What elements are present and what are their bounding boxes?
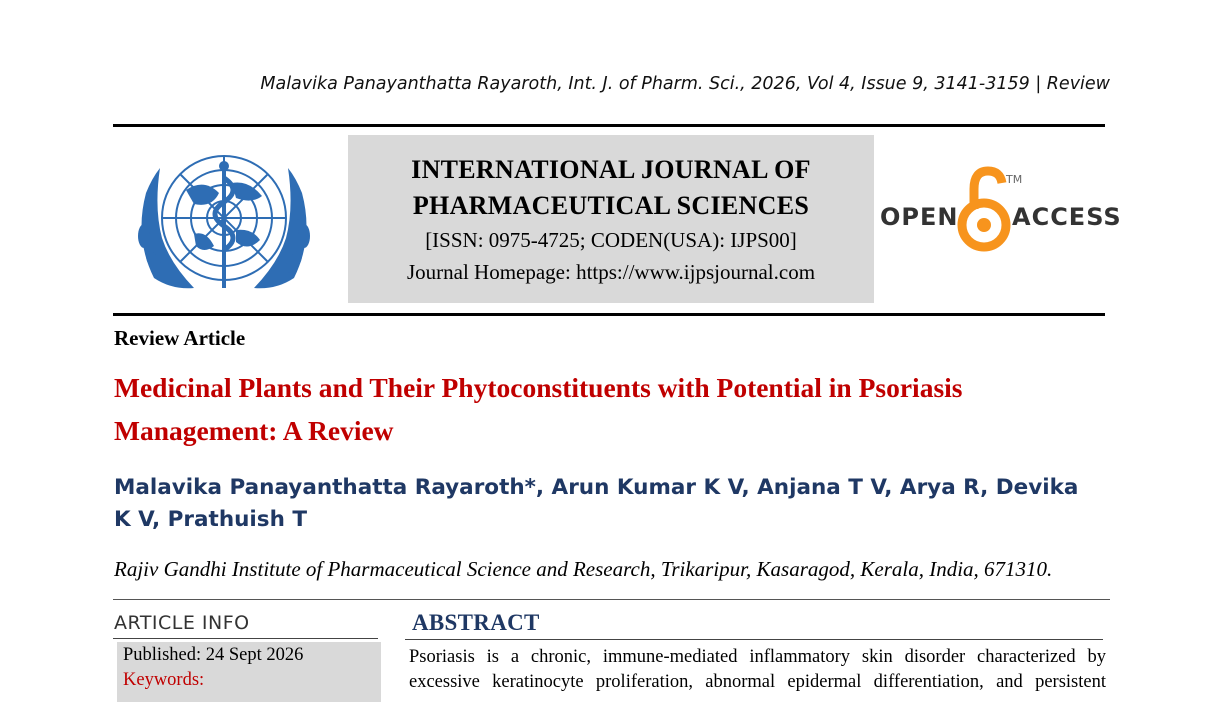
- keywords-label: Keywords:: [123, 670, 205, 690]
- article-info-heading: ARTICLE INFO: [114, 612, 250, 634]
- abstract-rule: [405, 639, 1103, 640]
- author-list: [114, 472, 1114, 536]
- abstract-line-2: excessive keratinocyte proliferation, abnormal epidermal differentiation, and persistent: [409, 672, 1106, 692]
- open-access-open-text: OPEN: [880, 203, 959, 231]
- author-affiliation: Rajiv Gandhi Institute of Pharmaceutical Science and Research, Trikaripur, Kasaragod, Kerala, India, 671310.: [114, 557, 1053, 581]
- header-rule-bottom: [113, 313, 1105, 316]
- journal-homepage: Journal Homepage: https://www.ijpsjournal.com: [406, 260, 816, 284]
- header-rule-top: [113, 124, 1105, 127]
- running-header-citation: Malavika Panayanthatta Rayaroth, Int. J. of Pharm. Sci., 2026, Vol 4, Issue 9, 3141-3159 | Review: [260, 74, 1110, 94]
- author-list-line-2: K V, Prathuish T: [114, 507, 308, 532]
- journal-title: [348, 152, 874, 224]
- journal-title-line-2: PHARMACEUTICAL SCIENCES: [412, 191, 810, 220]
- open-lock-icon: [962, 171, 1006, 247]
- published-date: Published: 24 Sept 2026: [123, 645, 304, 665]
- article-info-box: [117, 642, 381, 702]
- article-title: [114, 366, 1114, 452]
- affiliation-rule: [113, 599, 1110, 600]
- journal-issn: [ISSN: 0975-4725; CODEN(USA): IJPS00]: [425, 228, 797, 252]
- article-title-line-2: Management: A Review: [114, 415, 394, 446]
- journal-info-box: [348, 135, 874, 303]
- abstract-heading: ABSTRACT: [412, 610, 540, 635]
- article-type-label: Review Article: [114, 326, 246, 350]
- author-list-line-1: Malavika Panayanthatta Rayaroth*, Arun Kumar K V, Anjana T V, Arya R, Devika: [114, 475, 1079, 500]
- abstract-text: [409, 645, 1106, 695]
- open-access-access-text: ACCESS: [1012, 203, 1122, 231]
- un-emblem-icon: [124, 138, 324, 308]
- open-access-tm-text: TM: [1006, 173, 1023, 186]
- article-info-rule: [113, 638, 378, 639]
- article-title-line-1: Medicinal Plants and Their Phytoconstituents with Potential in Psoriasis: [114, 372, 963, 403]
- journal-title-line-1: INTERNATIONAL JOURNAL OF: [411, 155, 811, 184]
- open-access-logo: [878, 165, 1122, 255]
- abstract-line-1: Psoriasis is a chronic, immune-mediated inflammatory skin disorder characterized by: [409, 647, 1106, 667]
